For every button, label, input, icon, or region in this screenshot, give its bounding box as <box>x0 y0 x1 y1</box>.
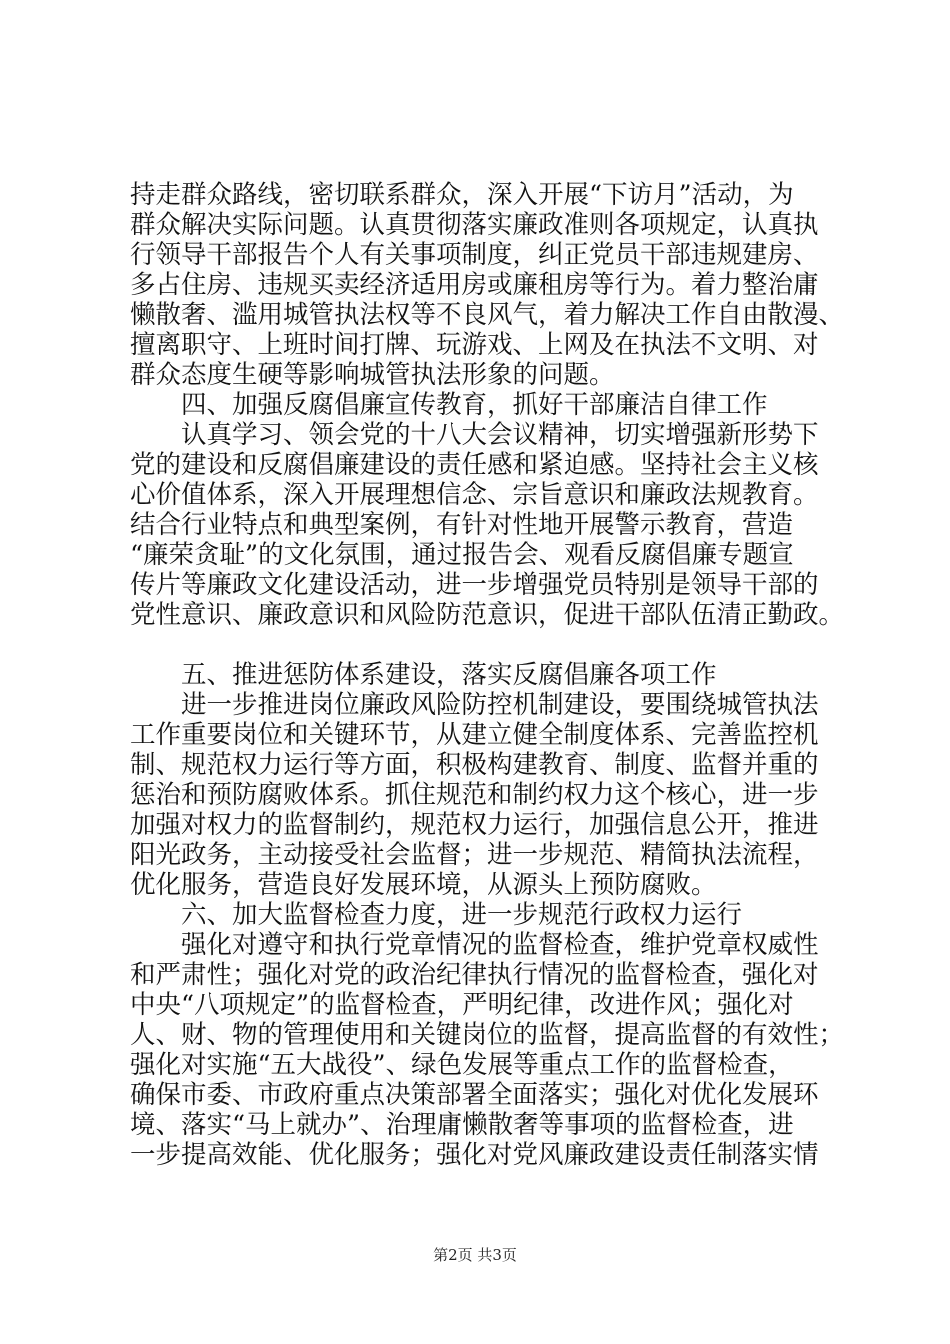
text-line: 行领导干部报告个人有关事项制度，纠正党员干部违规建房、 <box>130 240 819 270</box>
text-line: 党性意识、廉政意识和风险防范意识，促进干部队伍清正勤政。 <box>130 600 845 630</box>
text-line: 优化服务，营造良好发展环境，从源头上预防腐败。 <box>130 870 717 900</box>
section-heading: 五、推进惩防体系建设，落实反腐倡廉各项工作 <box>130 660 717 690</box>
text-line: 群众态度生硬等影响城管执法形象的问题。 <box>130 360 615 390</box>
text-line: 加强对权力的监督制约，规范权力运行，加强信息公开，推进 <box>130 810 819 840</box>
text-line: “廉荣贪耻”的文化氛围，通过报告会、观看反腐倡廉专题宣 <box>130 540 794 570</box>
text-line: 多占住房、违规买卖经济适用房或廉租房等行为。着力整治庸 <box>130 270 819 300</box>
text-line: 认真学习、领会党的十八大会议精神，切实增强新形势下 <box>130 420 819 450</box>
text-line: 进一步推进岗位廉政风险防控机制建设，要围绕城管执法 <box>130 690 819 720</box>
text-line: 心价值体系，深入开展理想信念、宗旨意识和廉政法规教育。 <box>130 480 819 510</box>
section-heading: 六、加大监督检查力度，进一步规范行政权力运行 <box>130 900 743 930</box>
text-line: 持走群众路线，密切联系群众，深入开展“下访月”活动，为 <box>130 180 794 210</box>
text-line: 传片等廉政文化建设活动，进一步增强党员特别是领导干部的 <box>130 570 819 600</box>
text-line: 工作重要岗位和关键环节，从建立健全制度体系、完善监控机 <box>130 720 819 750</box>
text-line: 境、落实“马上就办”、治理庸懒散奢等事项的监督检查，进 <box>130 1110 794 1140</box>
text-line: 擅离职守、上班时间打牌、玩游戏、上网及在执法不文明、对 <box>130 330 819 360</box>
text-line: 群众解决实际问题。认真贯彻落实廉政准则各项规定，认真执 <box>130 210 819 240</box>
section-heading: 四、加强反腐倡廉宣传教育，抓好干部廉洁自律工作 <box>130 390 768 420</box>
text-line: 阳光政务，主动接受社会监督；进一步规范、精简执法流程， <box>130 840 819 870</box>
text-line: 党的建设和反腐倡廉建设的责任感和紧迫感。坚持社会主义核 <box>130 450 819 480</box>
text-line: 强化对实施“五大战役”、绿色发展等重点工作的监督检查， <box>130 1050 794 1080</box>
text-line: 结合行业特点和典型案例，有针对性地开展警示教育，营造 <box>130 510 794 540</box>
page-number-footer: 第2页 共3页 <box>433 1246 517 1264</box>
text-line: 人、财、物的管理使用和关键岗位的监督，提高监督的有效性； <box>130 1020 845 1050</box>
text-line: 和严肃性；强化对党的政治纪律执行情况的监督检查，强化对 <box>130 960 819 990</box>
text-line: 制、规范权力运行等方面，积极构建教育、制度、监督并重的 <box>130 750 819 780</box>
text-line: 确保市委、市政府重点决策部署全面落实；强化对优化发展环 <box>130 1080 819 1110</box>
text-line: 强化对遵守和执行党章情况的监督检查，维护党章权威性 <box>130 930 819 960</box>
text-line: 惩治和预防腐败体系。抓住规范和制约权力这个核心，进一步 <box>130 780 819 810</box>
text-line: 一步提高效能、优化服务；强化对党风廉政建设责任制落实情 <box>130 1140 819 1170</box>
text-line: 中央“八项规定”的监督检查，严明纪律，改进作风；强化对 <box>130 990 794 1020</box>
text-line: 懒散奢、滥用城管执法权等不良风气，着力解决工作自由散漫、 <box>130 300 845 330</box>
